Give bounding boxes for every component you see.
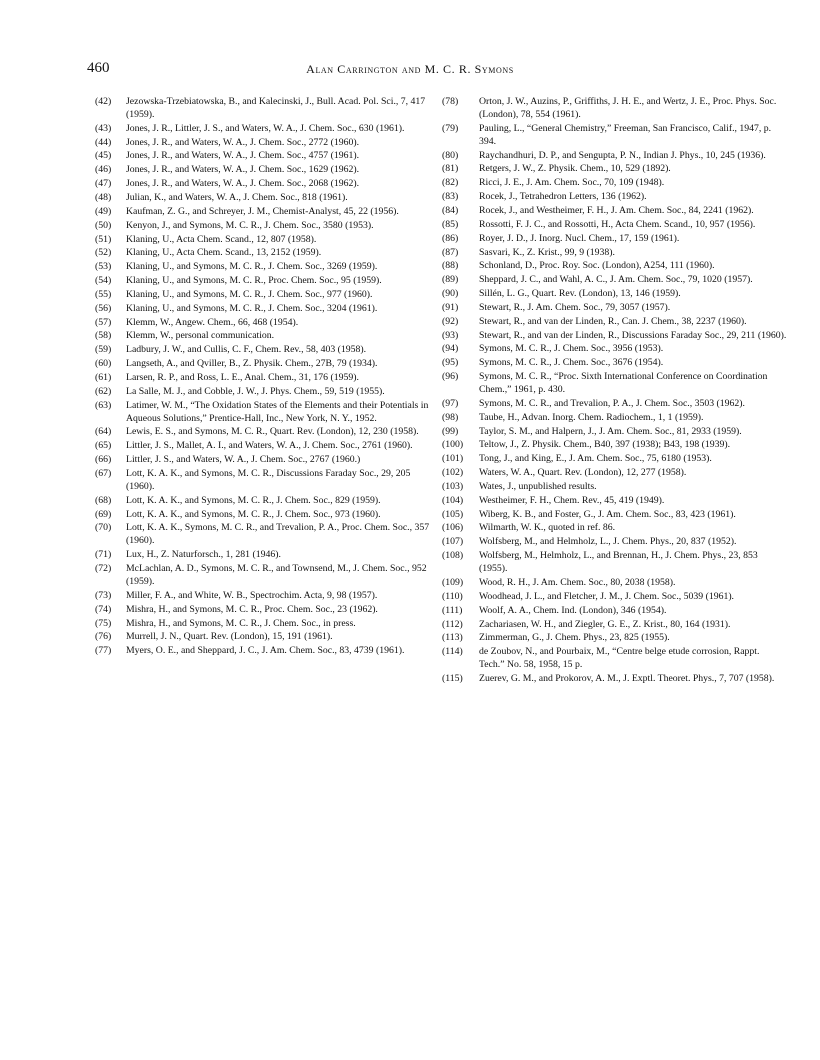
reference-text: Klemm, W., Angew. Chem., 66, 468 (1954). — [126, 316, 299, 328]
reference-text: Taylor, S. M., and Halpern, J., J. Am. Chem. Soc., 81, 2933 (1959). — [479, 425, 742, 437]
reference-number: (47) — [95, 178, 112, 190]
reference-number: (50) — [95, 219, 112, 231]
reference-number: (81) — [442, 163, 459, 175]
reference-entry — [442, 288, 787, 301]
reference-number: (66) — [95, 454, 112, 466]
reference-text: Murrell, J. N., Quart. Rev. (London), 15, 191 (1961). — [126, 631, 333, 643]
running-head: Alan Carrington and M. C. R. Symons — [306, 62, 514, 76]
reference-number: (102) — [442, 467, 464, 479]
reference-text: Mishra, H., and Symons, M. C. R., Proc. Chem. Soc., 23 (1962). — [126, 603, 378, 615]
reference-number: (68) — [95, 494, 112, 506]
reference-text: Lux, H., Z. Naturforsch., 1, 281 (1946). — [126, 549, 281, 561]
reference-text: La Salle, M. J., and Cobble, J. W., J. Phys. Chem., 59, 519 (1955). — [126, 385, 385, 397]
reference-entry — [442, 205, 787, 218]
reference-entry — [95, 192, 440, 205]
reference-entry — [442, 550, 787, 576]
reference-text: Julian, K., and Waters, W. A., J. Chem. Soc., 818 (1961). — [126, 192, 348, 204]
reference-number: (112) — [442, 618, 463, 630]
reference-entry — [95, 330, 440, 343]
references-left-column — [95, 96, 440, 659]
reference-entry — [442, 330, 787, 343]
reference-text: Zachariasen, W. H., and Ziegler, G. E., Z. Krist., 80, 164 (1931). — [479, 618, 731, 630]
reference-text: Littler, J. S., Mallet, A. I., and Waters, W. A., J. Chem. Soc., 2761 (1960). — [126, 440, 413, 452]
reference-number: (75) — [95, 617, 112, 629]
reference-text: Raychandhuri, D. P., and Sengupta, P. N., Indian J. Phys., 10, 245 (1936). — [479, 149, 766, 161]
reference-text: Symons, M. C. R., J. Chem. Soc., 3956 (1953). — [479, 343, 664, 355]
reference-entry — [95, 426, 440, 439]
reference-text: Klaning, U., and Symons, M. C. R., Proc. Chem. Soc., 95 (1959). — [126, 275, 382, 287]
reference-entry — [442, 123, 787, 149]
reference-text: McLachlan, A. D., Symons, M. C. R., and Townsend, M., J. Chem. Soc., 952 (1959). — [126, 563, 427, 588]
reference-entry — [442, 481, 787, 494]
reference-entry — [442, 316, 787, 329]
reference-entry — [95, 206, 440, 219]
reference-entry — [95, 275, 440, 288]
reference-text: Westheimer, F. H., Chem. Rev., 45, 419 (1949). — [479, 494, 665, 506]
reference-number: (82) — [442, 177, 459, 189]
reference-number: (42) — [95, 96, 112, 107]
reference-entry — [95, 563, 440, 589]
reference-entry — [95, 178, 440, 191]
reference-text: Sillén, L. G., Quart. Rev. (London), 13, 146 (1959). — [479, 288, 681, 300]
reference-text: Sasvari, K., Z. Krist., 99, 9 (1938). — [479, 246, 615, 258]
reference-number: (78) — [442, 96, 459, 107]
reference-text: Teltow, J., Z. Physik. Chem., B40, 397 (1938); B43, 198 (1939). — [479, 439, 731, 451]
reference-number: (52) — [95, 247, 112, 259]
reference-number: (71) — [95, 549, 112, 561]
reference-number: (90) — [442, 288, 459, 300]
reference-text: Sheppard, J. C., and Wahl, A. C., J. Am. Chem. Soc., 79, 1020 (1957). — [479, 274, 753, 286]
reference-number: (60) — [95, 358, 112, 370]
page-number: 460 — [87, 60, 110, 76]
reference-number: (72) — [95, 563, 112, 575]
reference-text: Klaning, U., and Symons, M. C. R., J. Chem. Soc., 3269 (1959). — [126, 261, 378, 273]
reference-entry — [95, 123, 440, 136]
reference-entry — [442, 260, 787, 273]
reference-number: (114) — [442, 646, 463, 658]
reference-entry — [95, 468, 440, 494]
reference-text: Kenyon, J., and Symons, M. C. R., J. Chem. Soc., 3580 (1953). — [126, 219, 374, 231]
reference-entry — [442, 96, 787, 122]
reference-text: Lott, K. A. K., and Symons, M. C. R., Discussions Faraday Soc., 29, 205 (1960). — [126, 468, 411, 492]
reference-entry — [95, 495, 440, 508]
reference-number: (53) — [95, 261, 112, 273]
reference-text: Symons, M. C. R., J. Chem. Soc., 3676 (1954). — [479, 357, 664, 369]
reference-entry — [95, 344, 440, 357]
reference-text: Symons, M. C. R., “Proc. Sixth International Conference on Coordination Chem.,” 1961, p. 430. — [479, 371, 768, 396]
reference-number: (115) — [442, 672, 463, 684]
reference-number: (54) — [95, 275, 112, 287]
reference-number: (49) — [95, 205, 112, 217]
reference-text: Klaning, U., Acta Chem. Scand., 13, 2152 (1959). — [126, 247, 322, 259]
reference-entry — [442, 453, 787, 466]
reference-entry — [95, 631, 440, 644]
reference-text: Symons, M. C. R., and Trevalion, P. A., J. Chem. Soc., 3503 (1962). — [479, 397, 745, 409]
reference-entry — [95, 604, 440, 617]
reference-entry — [442, 219, 787, 232]
reference-text: Jones, J. R., and Waters, W. A., J. Chem. Soc., 1629 (1962). — [126, 164, 360, 176]
reference-entry — [442, 522, 787, 535]
reference-number: (86) — [442, 232, 459, 244]
reference-number: (63) — [95, 399, 112, 411]
reference-text: Jones, J. R., and Waters, W. A., J. Chem. Soc., 4757 (1961). — [126, 150, 360, 162]
reference-text: Ladbury, J. W., and Cullis, C. F., Chem. Rev., 58, 403 (1958). — [126, 344, 367, 356]
reference-entry — [95, 317, 440, 330]
reference-entry — [95, 454, 440, 467]
references-right-column — [442, 96, 787, 687]
reference-number: (101) — [442, 453, 464, 465]
reference-number: (73) — [95, 589, 112, 601]
reference-text: Jones, J. R., and Waters, W. A., J. Chem. Soc., 2068 (1962). — [126, 178, 360, 190]
reference-entry — [442, 495, 787, 508]
reference-entry — [95, 96, 440, 122]
reference-number: (65) — [95, 440, 112, 452]
reference-text: Jones, J. R., Littler, J. S., and Waters, W. A., J. Chem. Soc., 630 (1961). — [126, 122, 405, 134]
reference-entry — [442, 371, 787, 397]
reference-number: (106) — [442, 522, 464, 534]
reference-number: (61) — [95, 371, 112, 383]
reference-text: Stewart, R., J. Am. Chem. Soc., 79, 3057 (1957). — [479, 301, 671, 313]
reference-text: Ricci, J. E., J. Am. Chem. Soc., 70, 109 (1948). — [479, 177, 665, 189]
reference-text: Lott, K. A. K., Symons, M. C. R., and Trevalion, P. A., Proc. Chem. Soc., 357 (1960). — [126, 522, 430, 547]
reference-text: Schonland, D., Proc. Roy. Soc. (London), A254, 111 (1960). — [479, 260, 715, 272]
reference-text: Mishra, H., and Symons, M. C. R., J. Chem. Soc., in press. — [126, 617, 356, 629]
reference-number: (46) — [95, 164, 112, 176]
reference-text: Zuerev, G. M., and Prokorov, A. M., J. Exptl. Theoret. Phys., 7, 707 (1958). — [479, 672, 775, 684]
reference-text: Wates, J., unpublished results. — [479, 480, 597, 492]
reference-entry — [442, 163, 787, 176]
reference-text: Lott, K. A. K., and Symons, M. C. R., J. Chem. Soc., 829 (1959). — [126, 494, 381, 506]
reference-entry — [442, 426, 787, 439]
reference-entry — [95, 164, 440, 177]
reference-number: (103) — [442, 480, 464, 492]
reference-number: (64) — [95, 426, 112, 438]
reference-entry — [95, 372, 440, 385]
reference-text: Tong, J., and King, E., J. Am. Chem. Soc., 75, 6180 (1953). — [479, 453, 712, 465]
reference-entry — [442, 619, 787, 632]
reference-entry — [95, 303, 440, 316]
reference-entry — [95, 386, 440, 399]
reference-entry — [442, 467, 787, 480]
reference-entry — [442, 412, 787, 425]
reference-number: (56) — [95, 302, 112, 314]
reference-text: Myers, O. E., and Sheppard, J. C., J. Am. Chem. Soc., 83, 4739 (1961). — [126, 645, 405, 657]
reference-entry — [442, 357, 787, 370]
reference-entry — [95, 618, 440, 631]
reference-entry — [442, 536, 787, 549]
reference-text: de Zoubov, N., and Pourbaix, M., “Centre belge etude corrosion, Rappt. Tech.” No. 58, 1958, 15 p. — [479, 646, 760, 671]
reference-text: Klaning, U., and Symons, M. C. R., J. Chem. Soc., 3204 (1961). — [126, 302, 378, 314]
reference-entry — [95, 150, 440, 163]
reference-number: (48) — [95, 192, 112, 204]
reference-entry — [442, 191, 787, 204]
reference-entry — [442, 343, 787, 356]
reference-number: (76) — [95, 631, 112, 643]
reference-number: (87) — [442, 246, 459, 258]
reference-entry — [442, 398, 787, 411]
reference-text: Taube, H., Advan. Inorg. Chem. Radiochem., 1, 1 (1959). — [479, 411, 704, 423]
reference-entry — [95, 358, 440, 371]
reference-text: Wilmarth, W. K., quoted in ref. 86. — [479, 522, 616, 534]
reference-text: Klaning, U., and Symons, M. C. R., J. Chem. Soc., 977 (1960). — [126, 288, 373, 300]
reference-text: Wood, R. H., J. Am. Chem. Soc., 80, 2038 (1958). — [479, 576, 676, 588]
reference-text: Zimmerman, G., J. Chem. Phys., 23, 825 (1955). — [479, 632, 670, 644]
reference-entry — [95, 261, 440, 274]
reference-number: (91) — [442, 301, 459, 313]
reference-number: (44) — [95, 136, 112, 148]
reference-text: Rossotti, F. J. C., and Rossotti, H., Acta Chem. Scand., 10, 957 (1956). — [479, 218, 756, 230]
reference-text: Lott, K. A. K., and Symons, M. C. R., J. Chem. Soc., 973 (1960). — [126, 508, 381, 520]
reference-number: (94) — [442, 343, 459, 355]
reference-entry — [95, 400, 440, 426]
reference-text: Klemm, W., personal communication. — [126, 330, 275, 342]
reference-number: (57) — [95, 316, 112, 328]
reference-number: (84) — [442, 204, 459, 216]
reference-entry — [442, 274, 787, 287]
reference-number: (77) — [95, 645, 112, 657]
reference-entry — [95, 247, 440, 260]
reference-entry — [442, 646, 787, 672]
reference-text: Woodhead, J. L., and Fletcher, J. M., J. Chem. Soc., 5039 (1961). — [479, 590, 734, 602]
reference-number: (100) — [442, 439, 464, 451]
reference-entry — [442, 150, 787, 163]
reference-text: Klaning, U., Acta Chem. Scand., 12, 807 (1958). — [126, 233, 317, 245]
reference-number: (59) — [95, 344, 112, 356]
reference-text: Rocek, J., Tetrahedron Letters, 136 (1962). — [479, 191, 647, 203]
reference-text: Kaufman, Z. G., and Schreyer, J. M., Chemist-Analyst, 45, 22 (1956). — [126, 205, 399, 217]
reference-entry — [442, 605, 787, 618]
reference-number: (96) — [442, 371, 459, 383]
reference-number: (51) — [95, 233, 112, 245]
reference-number: (55) — [95, 288, 112, 300]
reference-text: Rocek, J., and Westheimer, F. H., J. Am. Chem. Soc., 84, 2241 (1962). — [479, 204, 754, 216]
reference-number: (104) — [442, 494, 464, 506]
reference-number: (45) — [95, 150, 112, 162]
reference-text: Stewart, R., and van der Linden, R., Can. J. Chem., 38, 2237 (1960). — [479, 315, 747, 327]
reference-text: Stewart, R., and van der Linden, R., Discussions Faraday Soc., 29, 211 (1960). — [479, 329, 787, 341]
reference-entry — [95, 509, 440, 522]
reference-number: (67) — [95, 468, 112, 479]
reference-number: (88) — [442, 260, 459, 272]
reference-text: Pauling, L., “General Chemistry,” Freeman, San Francisco, Calif., 1947, p. 394. — [479, 122, 772, 147]
reference-entry — [442, 509, 787, 522]
reference-number: (95) — [442, 357, 459, 369]
reference-text: Wolfsberg, M., Helmholz, L., and Brennan, H., J. Chem. Phys., 23, 853 (1955). — [479, 550, 758, 575]
reference-number: (80) — [442, 149, 459, 161]
reference-entry — [442, 591, 787, 604]
reference-number: (98) — [442, 411, 459, 423]
reference-number: (92) — [442, 315, 459, 327]
reference-number: (43) — [95, 122, 112, 134]
reference-text: Jones, J. R., and Waters, W. A., J. Chem. Soc., 2772 (1960). — [126, 136, 360, 148]
reference-entry — [95, 234, 440, 247]
reference-number: (109) — [442, 576, 464, 588]
reference-entry — [95, 440, 440, 453]
reference-text: Littler, J. S., and Waters, W. A., J. Chem. Soc., 2767 (1960.) — [126, 454, 361, 466]
reference-text: Wolfsberg, M., and Helmholz, L., J. Chem. Phys., 20, 837 (1952). — [479, 536, 737, 548]
reference-entry — [95, 549, 440, 562]
reference-number: (58) — [95, 330, 112, 342]
reference-number: (111) — [442, 604, 463, 616]
reference-number: (62) — [95, 385, 112, 397]
reference-entry — [442, 673, 787, 686]
reference-entry — [442, 177, 787, 190]
reference-entry — [442, 302, 787, 315]
reference-number: (74) — [95, 603, 112, 615]
reference-entry — [95, 645, 440, 658]
reference-entry — [442, 632, 787, 645]
reference-number: (108) — [442, 550, 464, 562]
reference-text: Woolf, A. A., Chem. Ind. (London), 346 (1954). — [479, 604, 667, 616]
reference-entry — [95, 137, 440, 150]
reference-text: Langseth, A., and Qviller, B., Z. Physik. Chem., 27B, 79 (1934). — [126, 358, 378, 370]
reference-text: Latimer, W. M., “The Oxidation States of the Elements and their Potentials in Aqueous Solutions,” Prentice-Hall, Inc., New York, N. Y., 1952. — [126, 399, 429, 424]
reference-number: (69) — [95, 508, 112, 520]
reference-number: (113) — [442, 632, 463, 644]
reference-number: (93) — [442, 329, 459, 341]
reference-entry — [442, 577, 787, 590]
reference-entry — [95, 220, 440, 233]
reference-entry — [95, 590, 440, 603]
reference-text: Royer, J. D., J. Inorg. Nucl. Chem., 17, 159 (1961). — [479, 232, 680, 244]
reference-text: Retgers, J. W., Z. Physik. Chem., 10, 529 (1892). — [479, 163, 671, 175]
reference-number: (79) — [442, 122, 459, 134]
reference-entry — [442, 247, 787, 260]
reference-entry — [442, 439, 787, 452]
reference-number: (70) — [95, 522, 112, 534]
reference-number: (89) — [442, 274, 459, 286]
reference-number: (85) — [442, 218, 459, 230]
reference-entry — [95, 289, 440, 302]
reference-text: Waters, W. A., Quart. Rev. (London), 12, 277 (1958). — [479, 467, 687, 479]
reference-text: Orton, J. W., Auzins, P., Griffiths, J. H. E., and Wertz, J. E., Proc. Phys. Soc. (London), 78, 554 (1961). — [479, 96, 777, 120]
reference-number: (105) — [442, 508, 464, 520]
reference-number: (107) — [442, 536, 464, 548]
reference-number: (83) — [442, 191, 459, 203]
reference-number: (99) — [442, 425, 459, 437]
reference-number: (97) — [442, 397, 459, 409]
reference-entry — [442, 233, 787, 246]
reference-entry — [95, 522, 440, 548]
reference-text: Jezowska-Trzebiatowska, B., and Kalecinski, J., Bull. Acad. Pol. Sci., 7, 417 (1959). — [126, 96, 426, 120]
reference-number: (110) — [442, 590, 463, 602]
reference-text: Wiberg, K. B., and Foster, G., J. Am. Chem. Soc., 83, 423 (1961). — [479, 508, 736, 520]
reference-text: Miller, F. A., and White, W. B., Spectrochim. Acta, 9, 98 (1957). — [126, 589, 378, 601]
reference-text: Larsen, R. P., and Ross, L. E., Anal. Chem., 31, 176 (1959). — [126, 371, 359, 383]
reference-text: Lewis, E. S., and Symons, M. C. R., Quart. Rev. (London), 12, 230 (1958). — [126, 426, 419, 438]
